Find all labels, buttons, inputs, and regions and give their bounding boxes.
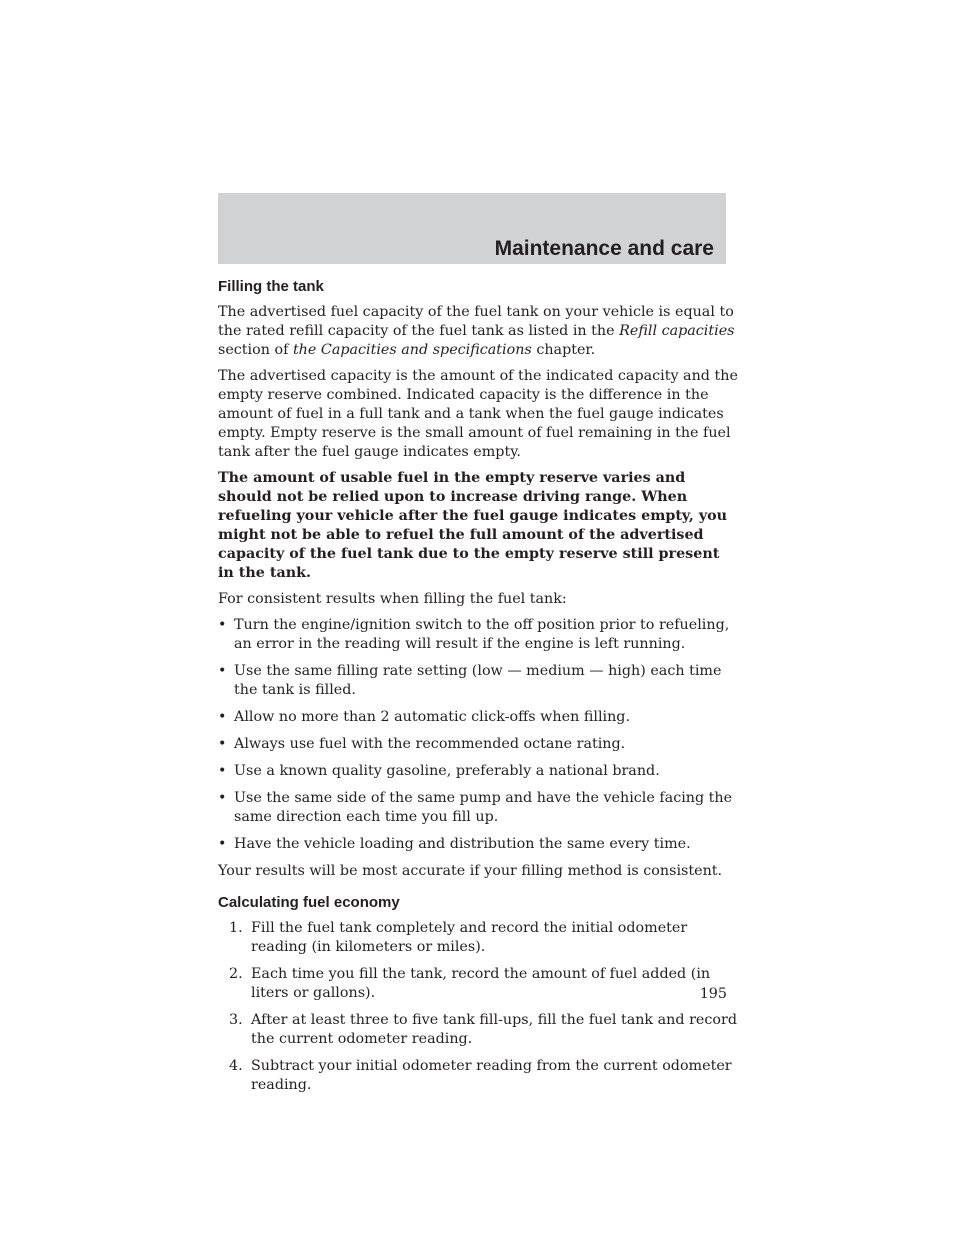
- step-number: 2.: [229, 966, 243, 982]
- bullet-glyph: •: [218, 709, 227, 725]
- bullet-glyph: •: [218, 763, 227, 779]
- step-text: Subtract your initial odometer reading from the current odometer reading.: [251, 1058, 732, 1093]
- list-item: [218, 835, 738, 854]
- step-number: 4.: [229, 1058, 243, 1074]
- bullet-glyph: •: [218, 617, 227, 633]
- list-item: [218, 616, 738, 654]
- bullet-glyph: •: [218, 836, 227, 852]
- list-item-text: Turn the engine/ignition switch to the off position prior to refueling, an error in the reading will result if the engine is left running.: [234, 617, 730, 652]
- step-item: [229, 919, 738, 957]
- list-item-text: Have the vehicle loading and distribution the same every time.: [234, 836, 691, 852]
- paragraph-text: The advertised fuel capacity of the fuel tank on your vehicle is equal to the rated refill capacity of the fuel tank as listed in the: [218, 304, 734, 339]
- fuel-economy-steps-list: [218, 919, 738, 1095]
- list-item-text: Use the same side of the same pump and have the vehicle facing the same direction each time you fill up.: [234, 790, 733, 825]
- list-item: [218, 735, 738, 754]
- bullet-glyph: •: [218, 736, 227, 752]
- chapter-header-band: [218, 193, 726, 264]
- page-number: 195: [699, 986, 727, 1002]
- paragraph-indicated-capacity: The advertised capacity is the amount of the indicated capacity and the empty reserve combined. Indicated capacity is the difference in the amount of fuel in a full tank and a tank when the fuel gauge indicates empty. Empty reserve is the small amount of fuel remaining in the fuel tank after the fuel gauge indicates empty.: [218, 368, 738, 460]
- step-number: 1.: [229, 920, 243, 936]
- step-text: Fill the fuel tank completely and record the initial odometer reading (in kilometers or miles).: [251, 920, 688, 955]
- step-item: [229, 1011, 738, 1049]
- section-heading-filling-the-tank: Filling the tank: [218, 278, 324, 295]
- list-item: [218, 708, 738, 727]
- list-item-text: Always use fuel with the recommended octane rating.: [234, 736, 626, 752]
- list-item-text: Use a known quality gasoline, preferably a national brand.: [234, 763, 660, 779]
- list-item-text: Allow no more than 2 automatic click-offs when filling.: [234, 709, 630, 725]
- warning-paragraph-empty-reserve: The amount of usable fuel in the empty reserve varies and should not be relied upon to increase driving range. When refueling your vehicle after the fuel gauge indicates empty, you might not be able to refuel the full amount of the advertised capacity of the fuel tank due to the empty reserve still present in the tank.: [218, 470, 728, 581]
- closing-paragraph: Your results will be most accurate if your filling method is consistent.: [218, 863, 723, 879]
- step-item: [229, 1057, 738, 1095]
- paragraph-advertised-capacity: [218, 303, 738, 360]
- chapter-title: Maintenance and care: [494, 237, 714, 260]
- step-item: [229, 965, 738, 1003]
- list-item-text: Use the same filling rate setting (low — medium — high) each time the tank is filled.: [234, 663, 722, 698]
- step-number: 3.: [229, 1012, 243, 1028]
- paragraph-text: chapter.: [531, 342, 596, 358]
- step-text: Each time you fill the tank, record the amount of fuel added (in liters or gallons).: [251, 966, 711, 1001]
- reference-refill-capacities: Refill capacities: [619, 323, 735, 339]
- page-content: [218, 277, 738, 1103]
- consistency-tips-list: [218, 616, 738, 854]
- bullet-list-intro: For consistent results when filling the fuel tank:: [218, 591, 567, 607]
- paragraph-text: section of: [218, 342, 293, 358]
- reference-chapter-name: the Capacities and specifications: [292, 342, 532, 358]
- bullet-glyph: •: [218, 663, 227, 679]
- bullet-glyph: •: [218, 790, 227, 806]
- list-item: [218, 662, 738, 700]
- section-heading-calculating-fuel-economy: Calculating fuel economy: [218, 894, 400, 911]
- list-item: [218, 762, 738, 781]
- step-text: After at least three to five tank fill-ups, fill the fuel tank and record the current odometer reading.: [251, 1012, 737, 1047]
- list-item: [218, 789, 738, 827]
